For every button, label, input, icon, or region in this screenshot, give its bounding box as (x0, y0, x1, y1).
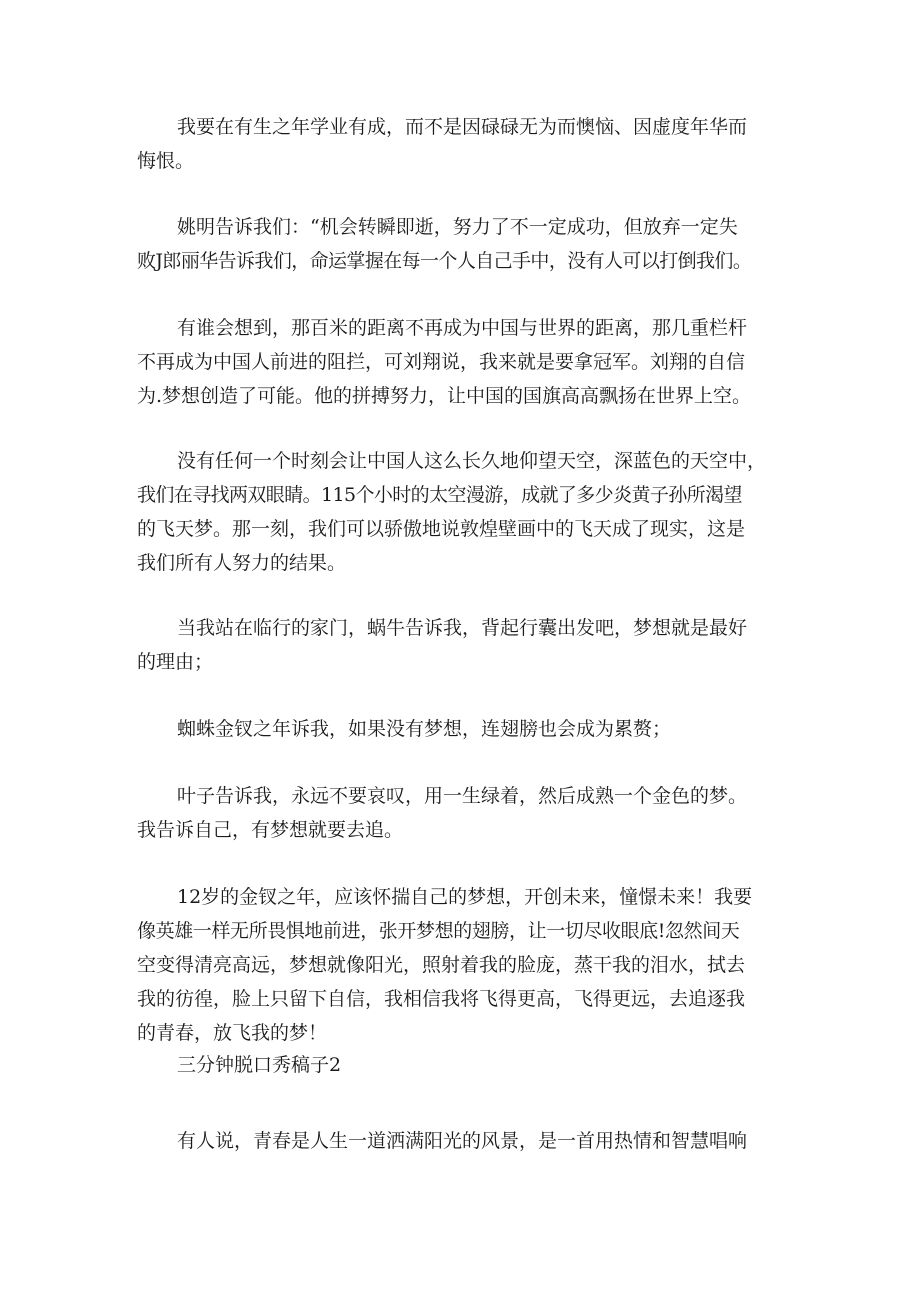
paragraph-line: 我们所有人努力的结果。 (137, 552, 347, 574)
paragraph-line: 的青春，放飞我的梦！ (137, 1022, 328, 1044)
paragraph-line: 蜘蛛金钗之年诉我，如果没有梦想，连翅膀也会成为累赘； (177, 718, 672, 740)
paragraph-line: 悔恨。 (137, 150, 195, 172)
paragraph-line: 没有任何一个时刻会让中国人这么长久地仰望天空，深蓝色的天空中， (177, 450, 767, 472)
paragraph-line: 我们在寻找两双眼睛。115个小时的太空漫游，成就了多少炎黄子孙所渴望 (137, 484, 742, 506)
paragraph-line: 当我站在临行的家门，蜗牛告诉我，背起行囊出发吧，梦想就是最好 (177, 617, 748, 639)
paragraph-line: 为.梦想创造了可能。他的拼搏努力，让中国的国旗高高飘扬在世界上空。 (137, 385, 752, 407)
section-heading-text: 三分钟脱口秀稿子2 (177, 1054, 342, 1076)
paragraph-line: 我的彷徨，脸上只留下自信，我相信我将飞得更高，飞得更远，去追逐我 (137, 988, 746, 1010)
paragraph-line: 像英雄一样无所畏惧地前进，张开梦想的翅膀，让一切尽收眼底!忽然间天 (137, 920, 740, 942)
paragraph-line: 空变得清亮高远，梦想就像阳光，照射着我的脸庞，蒸干我的泪水，拭去 (137, 954, 746, 976)
paragraph-line: 不再成为中国人前进的阻拦，可刘翔说，我来就是要拿冠军。刘翔的自信 (137, 351, 746, 373)
paragraph-line: 12岁的金钗之年，应该怀揣自己的梦想，开创未来，憧憬未来！我要 (177, 886, 753, 908)
paragraph-line: 我告诉自己，有梦想就要去追。 (137, 819, 404, 841)
paragraph-line: 的理由； (137, 651, 214, 673)
paragraph-line: 败J郎丽华告诉我们，命运掌握在每一个人自己手中，没有人可以打倒我们。 (137, 250, 752, 272)
paragraph-line: 有人说，青春是人生一道洒满阳光的风景，是一首用热情和智慧唱响 (177, 1130, 748, 1152)
paragraph-line: 姚明告诉我们：“机会转瞬即逝，努力了不一定成功，但放弃一定失 (177, 216, 738, 238)
paragraph-line: 的飞天梦。那一刻，我们可以骄傲地说敦煌壁画中的飞天成了现实，这是 (137, 518, 746, 540)
paragraph-line: 有谁会想到，那百米的距离不再成为中国与世界的距离，那几重栏杆 (177, 317, 748, 339)
paragraph-line: 叶子告诉我，永远不要哀叹，用一生绿着，然后成熟一个金色的梦。 (177, 785, 748, 807)
paragraph-line: 我要在有生之年学业有成，而不是因碌碌无为而懊恼、因虚度年华而 (177, 116, 748, 138)
